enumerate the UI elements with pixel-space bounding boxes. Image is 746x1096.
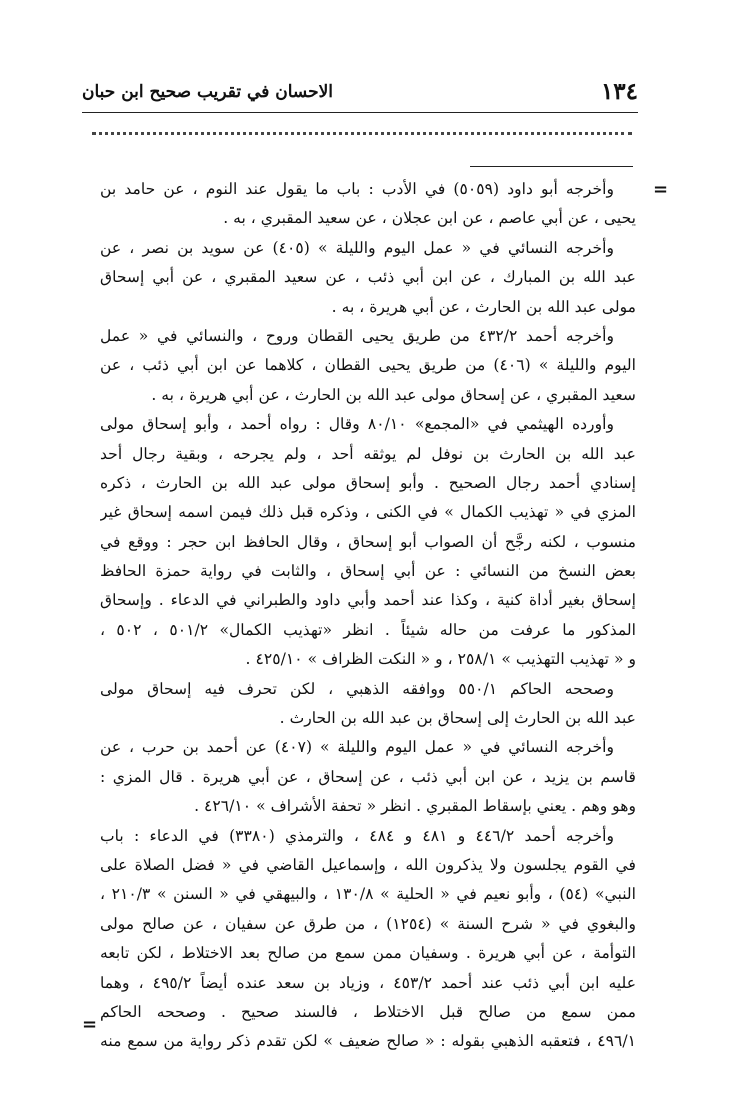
footnote-line: يحيى ، عن أبي عاصم ، عن ابن عجلان ، عن سعيد المقبري ، به . [223, 209, 636, 228]
footnote-line: وأخرجه أبو داود (٥٠٥٩) في الأدب : باب ما يقول عند النوم ، عن حامد بن [100, 180, 614, 198]
footnote-line: وأخرجه أحمد ٤٣٢/٢ من طريق يحيى القطان وروح ، والنسائي في « عمل [100, 326, 614, 345]
footnote-line: ممن سمع من صالح قبل الاختلاط ، فالسند صحيح . وصححه الحاكم [100, 1002, 636, 1021]
footnote-line: وهو وهم . يعني بإسقاط المقبري . انظر « تحفة الأشراف » ٤٢٦/١٠ . [194, 797, 636, 816]
footnote-line: إسنادي أحمد رجال الصحيح . وأبو إسحاق مولى عبد الله بن الحارث ، ذكره [100, 473, 636, 492]
footnote-line: عبد الله بن المبارك ، عن ابن أبي ذئب ، عن سعيد المقبري ، عن أبي إسحاق [100, 268, 636, 287]
header-rule [82, 112, 638, 113]
footnote-line: وأورده الهيثمي في «المجمع» ٨٠/١٠ وقال : رواه أحمد ، وأبو إسحاق مولى [100, 415, 614, 434]
footnote-line: المزي في « تهذيب الكمال » في الكنى ، وذكره قبل ذلك فيمن اسمه إسحاق غير [100, 503, 636, 522]
footnote-line: مولى عبد الله بن الحارث ، عن أبي هريرة ، به . [331, 297, 636, 316]
footnote-rule [470, 166, 633, 167]
footnote-line: وأخرجه النسائي في « عمل اليوم والليلة » (٤٠٧) عن أحمد بن حرب ، عن [100, 738, 614, 757]
footnote-line: قاسم بن يزيد ، عن ابن أبي ذئب ، عن إسحاق ، عن أبي هريرة . قال المزي : [100, 767, 636, 786]
footnote-line: عبد الله بن الحارث إلى إسحاق بن عبد الله بن الحارث . [279, 709, 636, 728]
page-number: ١٣٤ [600, 78, 638, 105]
footnote-line: بعض النسخ من النسائي : عن أبي إسحاق ، والثابت في رواية حمزة الحافظ [100, 562, 636, 581]
footnote-line: منسوب ، لكنه رجَّح أن الصواب أبو إسحاق ، وقال الحافظ ابن حجر : ووقع في [100, 532, 636, 551]
page-header [82, 78, 638, 108]
footnote-line: وصححه الحاكم ٥٥٠/١ ووافقه الذهبي ، لكن تحرف فيه إسحاق مولى [100, 679, 614, 698]
running-title: الاحسان في تقريب صحيح ابن حبان [82, 82, 333, 102]
footnote-line: وأخرجه أحمد ٤٤٦/٢ و ٤٨١ و ٤٨٤ ، والترمذي (٣٣٨٠) في الدعاء : باب [100, 826, 615, 845]
footnote-line: والبغوي في « شرح السنة » (١٢٥٤) ، من طرق عن سفيان ، عن صالح مولى [100, 914, 636, 933]
footnote-line: عبد الله بن الحارث بن نوفل لم يوثقه أحد ، ولم يجرحه ، وبقية رجال أحد [100, 444, 636, 463]
footnote-line: اليوم والليلة » (٤٠٦) من طريق يحيى القطان ، كلاهما عن ابن أبي ذئب ، عن [100, 356, 636, 375]
dotted-separator [92, 132, 632, 135]
footnote-line: التوأمة ، عن أبي هريرة . وسفيان ممن سمع من صالح بعد الاختلاط ، لكن تابعه [100, 944, 636, 963]
footnote-line: ٤٩٦/١ ، فتعقبه الذهبي بقوله : « صالح ضعيف » لكن تقدم ذكر رواية من سمع منه [100, 1032, 636, 1051]
footnote-line: سعيد المقبري ، عن إسحاق مولى عبد الله بن الحارث ، عن أبي هريرة ، به . [151, 385, 636, 404]
continuation-mark-bottom: = [82, 1014, 98, 1035]
footnote-line: النبي» (٥٤) ، وأبو نعيم في « الحلية » ١٣٠/٨ ، والبيهقي في « السنن » ٢١٠/٣ ، [100, 885, 636, 904]
footnote-line: عليه ابن أبي ذئب عند أحمد ٤٥٣/٢ ، وزياد بن سعد عنده أيضاً ٤٩٥/٢ ، وهما [100, 973, 636, 992]
footnote-body [100, 175, 636, 1057]
continuation-mark-top: = [653, 179, 669, 200]
footnote-line: المذكور ما عرفت من حاله شيئاً . انظر «تهذيب الكمال» ٥٠١/٢ ، ٥٠٢ ، [100, 620, 636, 639]
footnote-line: وأخرجه النسائي في « عمل اليوم والليلة » (٤٠٥) عن سويد بن نصر ، عن [100, 238, 614, 257]
footnote-line: إسحاق بغير أداة كنية ، وكذا عند أحمد وأبي داود والطبراني في الدعاء . وإسحاق [100, 591, 636, 610]
footnote-line: في القوم يجلسون ولا يذكرون الله ، وإسماعيل القاضي في « فضل الصلاة على [100, 855, 636, 874]
footnote-line: و « تهذيب التهذيب » ٢٥٨/١ ، و « النكت الظراف » ٤٢٥/١٠ . [245, 650, 636, 669]
